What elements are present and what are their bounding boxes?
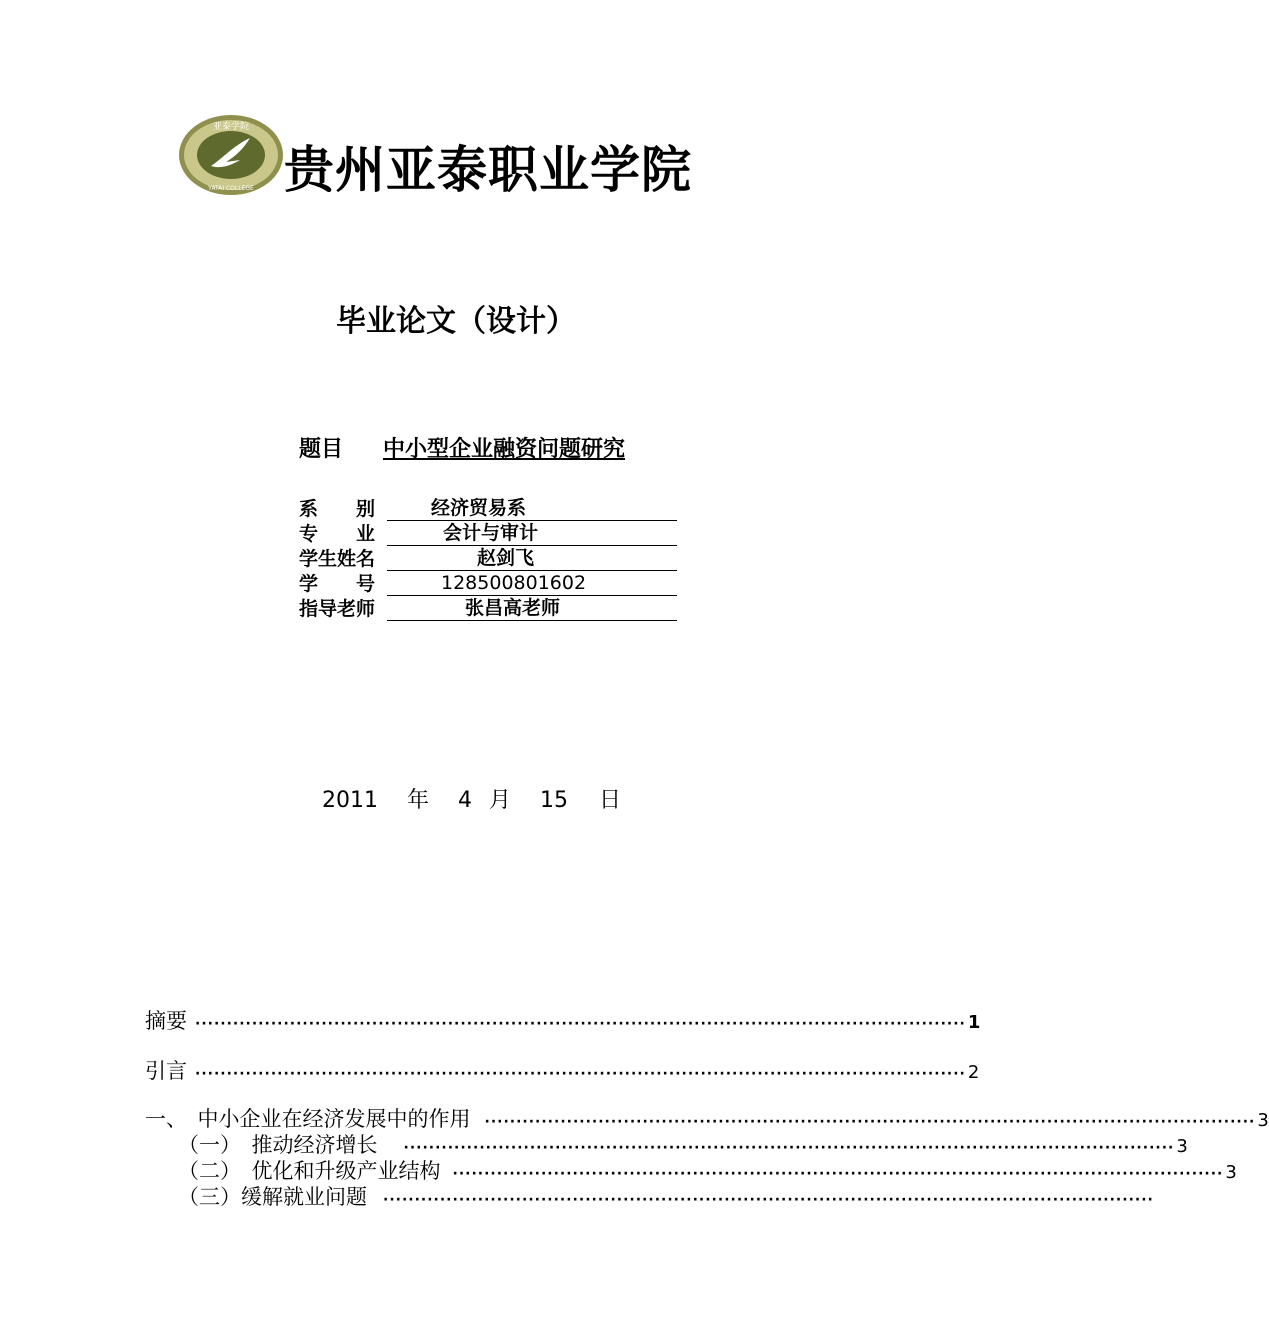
toc-leader-dots: ·························································································································· xyxy=(383,1192,1154,1208)
toc-item-page: 3 xyxy=(1225,1162,1237,1183)
title-row xyxy=(299,432,633,463)
info-row-student-name xyxy=(299,547,677,572)
info-label: 指导老师 xyxy=(299,598,376,620)
toc-item-text: （三）缓解就业问题 xyxy=(178,1185,367,1209)
toc-item-text: （一） 推动经济增长 xyxy=(178,1133,378,1157)
toc-item[interactable] xyxy=(145,1106,1269,1132)
toc-item-page: 3 xyxy=(1257,1110,1269,1131)
info-label: 专 业 xyxy=(299,523,376,545)
toc-leader-dots: ·························································································································· xyxy=(195,1016,966,1032)
toc-leader-dots: ·························································································································· xyxy=(484,1114,1256,1130)
document-type: 毕业论文（设计） xyxy=(336,304,576,339)
info-label: 系 别 xyxy=(299,498,376,520)
logo-top-text: 亚泰学院 xyxy=(212,122,250,132)
info-value: 经济贸易系 xyxy=(431,497,527,519)
toc-item[interactable] xyxy=(145,1008,981,1034)
info-value: 张昌高老师 xyxy=(465,597,561,619)
college-seal-icon xyxy=(178,114,284,196)
toc-item[interactable] xyxy=(145,1058,980,1084)
toc-item-text: （二） 优化和升级产业结构 xyxy=(178,1159,441,1183)
info-value: 赵剑飞 xyxy=(477,547,535,569)
date-row xyxy=(322,783,621,814)
info-row-student-id xyxy=(299,572,677,597)
date-day: 15 xyxy=(540,788,569,813)
toc-item-text: 一、 中小企业在经济发展中的作用 xyxy=(145,1107,471,1131)
college-name: 贵州亚泰职业学院 xyxy=(284,141,692,199)
date-year: 2011 xyxy=(322,788,378,813)
toc-item[interactable] xyxy=(178,1132,1188,1158)
date-day-unit: 日 xyxy=(599,788,622,813)
toc-item-page: 2 xyxy=(967,1062,980,1083)
logo-bottom-text: YATAI COLLEGE xyxy=(208,185,254,192)
toc-item-text: 引言 xyxy=(145,1059,187,1083)
info-value: 会计与审计 xyxy=(443,522,539,544)
toc-leader-dots: ·························································································································· xyxy=(403,1140,1175,1156)
info-row-advisor xyxy=(299,597,677,622)
toc-item[interactable] xyxy=(178,1158,1237,1184)
toc-item-text: 摘要 xyxy=(145,1009,187,1033)
info-label: 学生姓名 xyxy=(299,548,376,570)
toc-item[interactable] xyxy=(178,1184,1154,1210)
title-label: 题目 xyxy=(299,437,344,462)
info-value: 128500801602 xyxy=(441,572,587,594)
toc-item-page: 3 xyxy=(1176,1136,1188,1157)
info-label: 学 号 xyxy=(299,573,376,595)
info-row-major xyxy=(299,522,677,547)
title-value: 中小型企业融资问题研究 xyxy=(383,437,626,462)
toc-leader-dots: ·························································································································· xyxy=(195,1066,966,1082)
date-month-unit: 月 xyxy=(489,788,512,813)
date-month: 4 xyxy=(458,788,473,813)
info-row-department xyxy=(299,497,677,522)
toc-leader-dots: ·························································································································· xyxy=(452,1166,1224,1182)
date-year-unit: 年 xyxy=(407,788,430,813)
toc-item-page: 1 xyxy=(967,1012,981,1033)
